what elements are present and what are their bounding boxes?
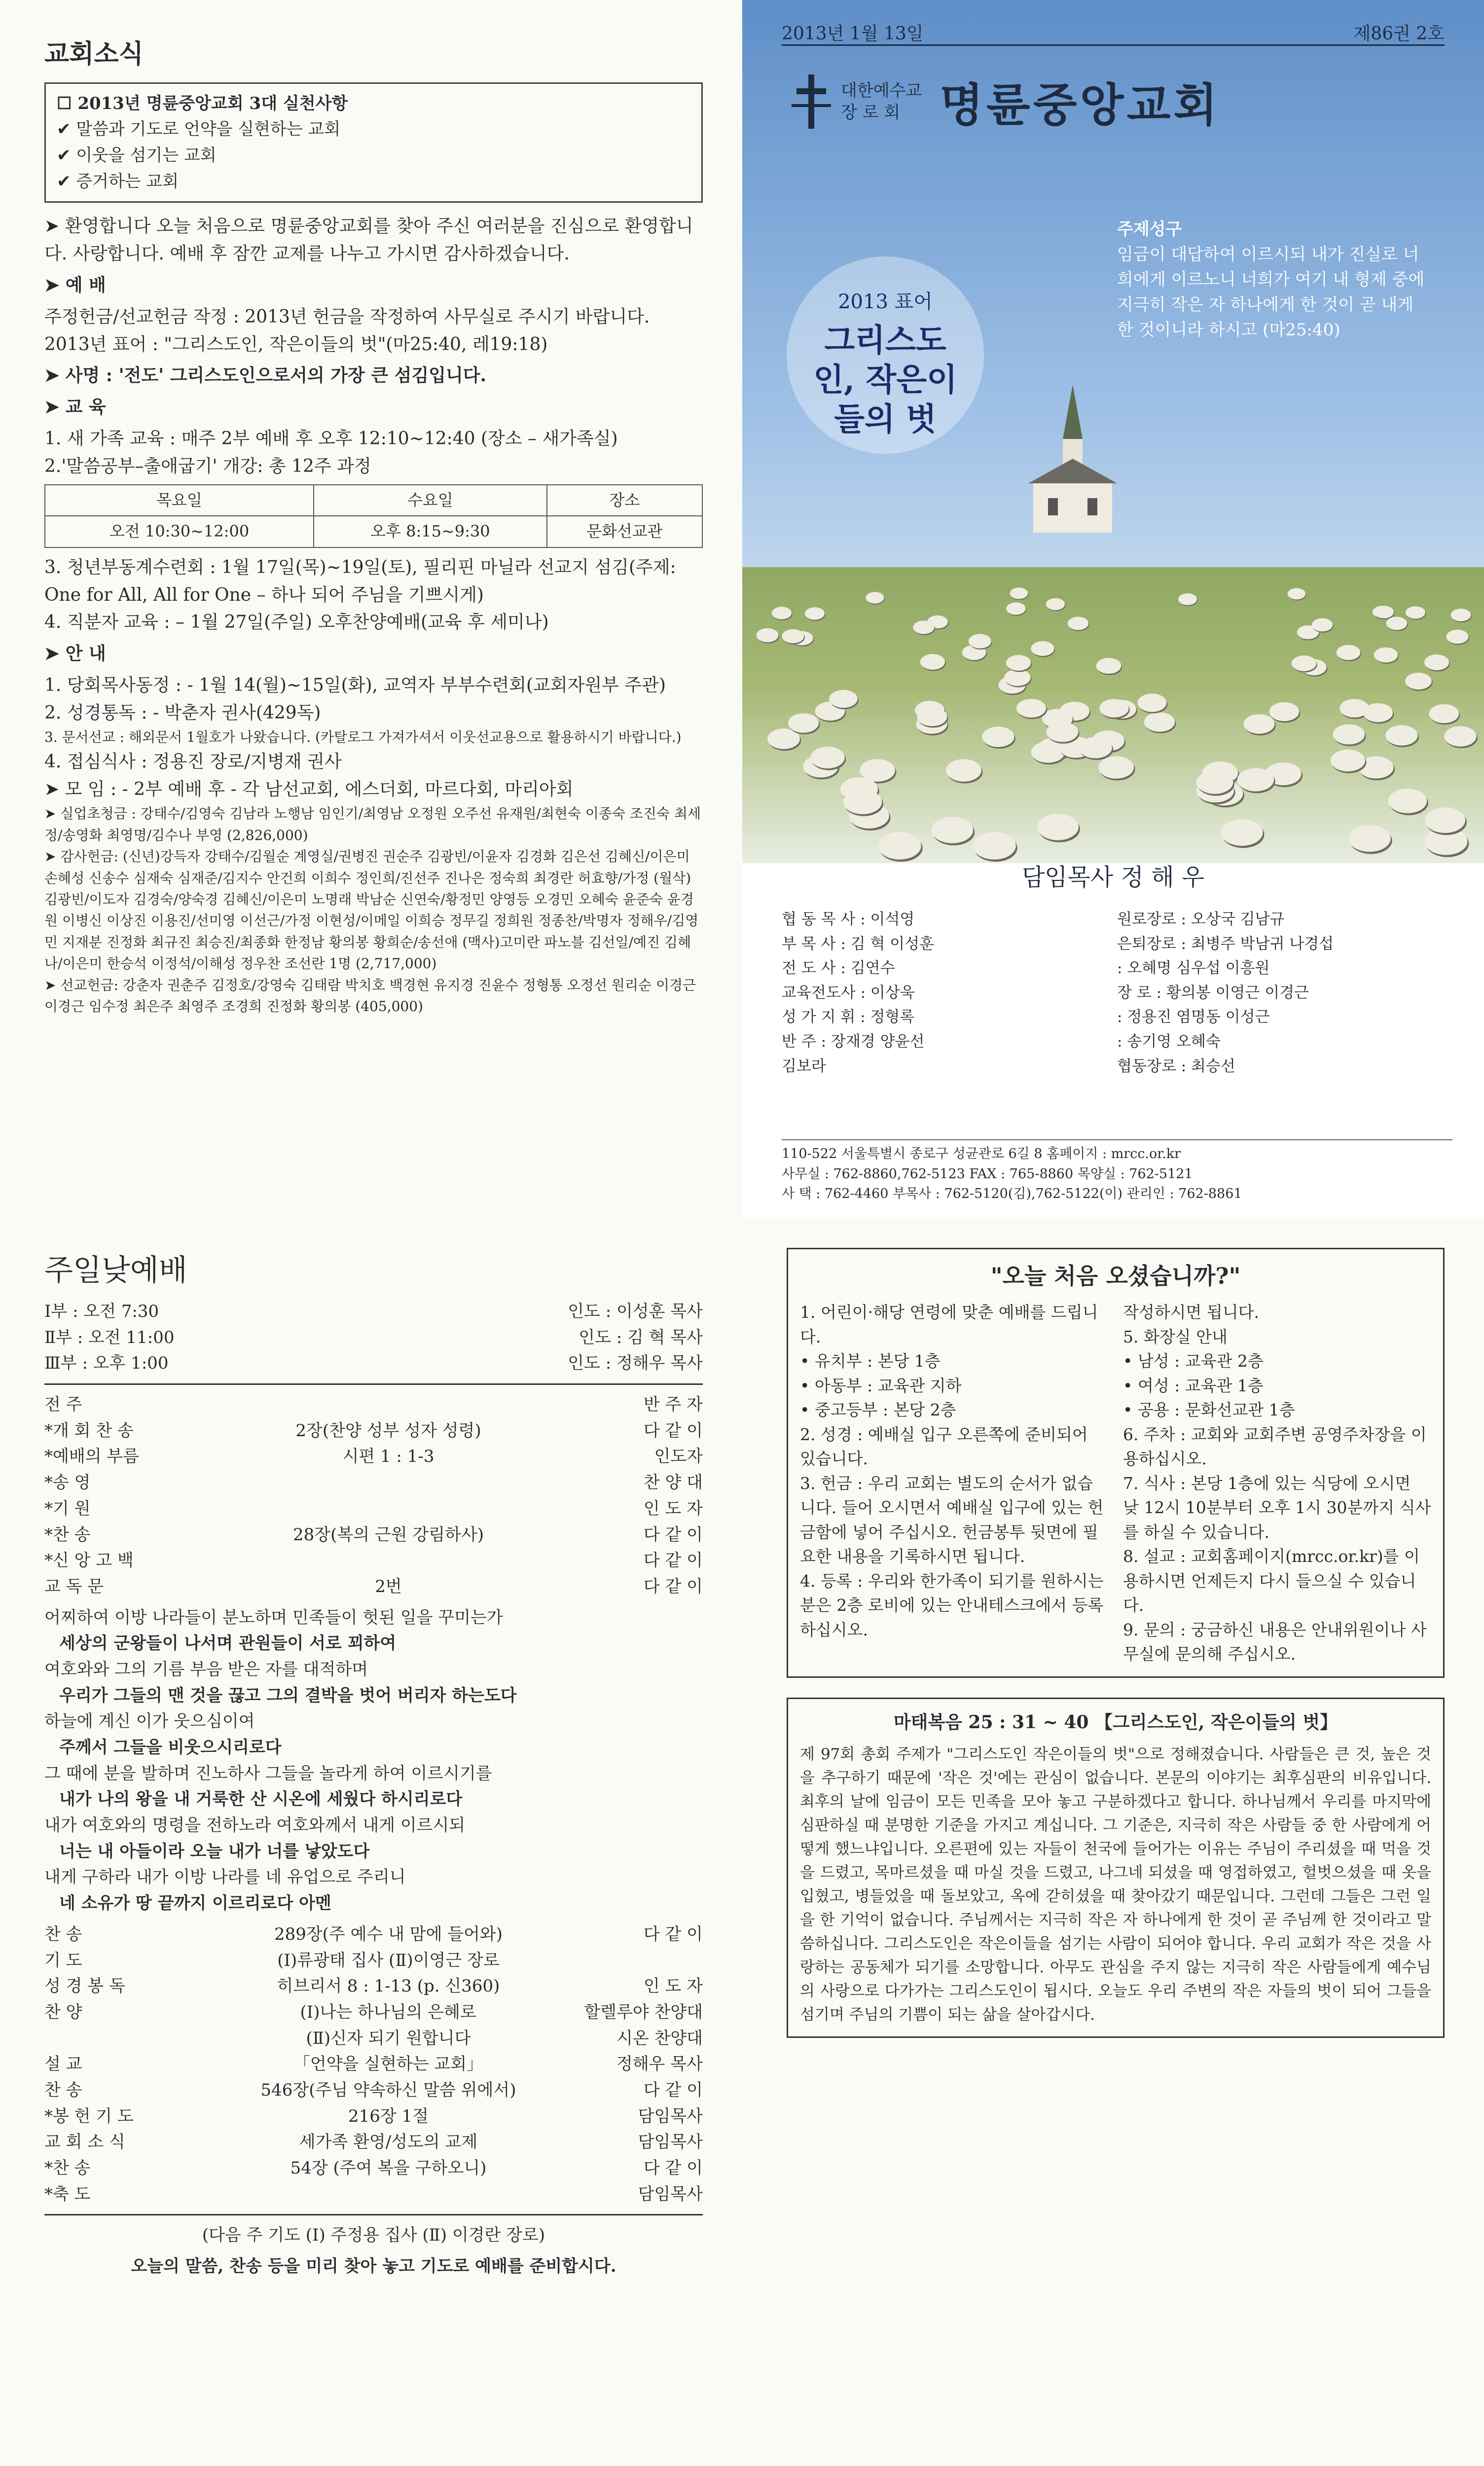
mission-text: ➤ 사명 : '전도' 그리스도인으로서의 가장 큰 섬김입니다. (44, 365, 487, 386)
sheep-image (1348, 825, 1391, 851)
order-item-label: 찬 송 (44, 1924, 82, 1944)
practice-title: ☐ 2013년 명륜중앙교회 3대 실천사항 (57, 93, 348, 113)
order-item-leader: 다 같 이 (643, 1524, 703, 1545)
cover-header-line (782, 20, 1445, 45)
sheep-image (973, 832, 1016, 859)
order-item-leader: 다 같 이 (643, 2158, 703, 2178)
order-item-leader: 인도자 (654, 1447, 703, 1467)
phone-residence: 사 택 : 762-4460 부목사 : 762-5120(김),762-5122(이) 관리인 : 762-8861 (782, 1186, 1242, 1201)
order-row (44, 2051, 703, 2077)
theme-text: 그리스도인, 작은이들의 벗 (813, 322, 957, 438)
sheep-image (772, 607, 792, 619)
first-visit-box (787, 1248, 1445, 1678)
sheep-image (1196, 770, 1233, 794)
order-item-content: 「언약을 실현하는 교회」 (293, 2054, 484, 2074)
order-item-content (192, 1470, 584, 1496)
order-item-leader: 시온 찬양대 (616, 2028, 703, 2048)
reading-line: 세상의 군왕들이 나서며 관원들이 서로 꾀하여 (59, 1633, 397, 1654)
sermon-box (787, 1698, 1445, 2038)
order-item-leader: 다 같 이 (643, 1551, 703, 1571)
order-item-label: 교 독 문 (44, 1576, 104, 1596)
order-item-leader: 인 도 자 (643, 1976, 703, 1996)
order-item-leader: 반 주 자 (643, 1395, 703, 1415)
reading-line: 주께서 그들을 비웃으시리로다 (59, 1738, 282, 1757)
church-building-image (1028, 385, 1117, 533)
welcome-text: ➤ 환영합니다 오늘 처음으로 명륜중앙교회를 찾아 주신 여러분을 진심으로 환영합니다. 사랑합니다. 예배 후 잠깐 교제를 나누고 가시면 감사하겠습니다. (44, 216, 693, 264)
sheep-image (878, 832, 921, 859)
reading-line: 그 때에 분을 발하며 진노하사 그들을 놀라게 하여 이르시기를 (44, 1763, 492, 1783)
sheep-image (1031, 641, 1054, 656)
verse-text: 임금이 대답하여 이르시되 내가 진실로 너희에게 이르노니 너희가 여기 내 형제 중에 지극히 작은 자 하나에게 한 것이 곧 내게 한 것이니라 하시고 (마25:40) (1117, 245, 1425, 340)
order-item-content (192, 1392, 584, 1418)
sheep-image (810, 747, 845, 768)
order-item-content (192, 1496, 584, 1522)
checkbox-icon: ☐ (57, 93, 78, 113)
visitor-info-item: • 중고등부 : 본당 2층 (800, 1400, 956, 1419)
education-item: 3. 청년부동계수련회 : 1월 17일(목)~19일(토), 필리핀 마닐라 선교지 섬김(주제: One for All, All for One – 하나 되어 주님을 기쁘시게) (44, 557, 676, 605)
order-item-leader: 할렐루야 찬양대 (584, 2002, 703, 2022)
order-item-content: 2장(찬양 성부 성자 성령) (295, 1420, 481, 1441)
visitor-info-item: 4. 등록 : 우리와 한가족이 되기를 원하시는 분은 2층 로비에 있는 안내테스크에서 등록하십시오. (800, 1571, 1104, 1639)
sheep-image (1046, 722, 1078, 742)
order-item-label: *신 앙 고 백 (44, 1551, 134, 1571)
service-time-row: Ⅲ부 : 오후 1:00 인도 : 정해우 목사 (44, 1353, 703, 1374)
visitor-info-item: 2. 성경 : 예배실 입구 오른쪽에 준비되어 있습니다. (800, 1424, 1088, 1468)
church-masthead (792, 69, 1220, 134)
service-title: 주일낮예배 (44, 1253, 187, 1288)
info-item: 2. 성경통독 : - 박춘자 권사(429독) (44, 702, 321, 723)
sheep-image (1446, 630, 1468, 644)
order-row (44, 2103, 703, 2130)
church-news-page (0, 0, 742, 1218)
theme-year: 2013 표어 (838, 290, 933, 313)
order-row (44, 1548, 703, 1574)
sermon-summary: 제 97회 총회 주제가 "그리스도인 작은이들의 벗"으로 정해졌습니다. 사람들은 큰 것, 높은 것을 추구하기 때문에 '작은 것'에는 관심이 없습니다. 본문의 이야기는 최후심판의 비유입니다. 최후의 날에 임금이 모든 민족을 모아 놓고 구분하겠다고 합니다. 하나님께서 우리를 마지막에 심판하실 때 분명한 기준을 가지고 계십니다. 그 기준은, 지극히 작은 사람들 중 한 사람에게 어떻게 했느냐입니다. 오른편에 있는 자들이 천국에 들어가는 이유는 주님이 주리셨을 때 먹을 것을 드렸고, 목마르셨을 때 마실 것을 드렸고, 나그네 되셨을 때 영접하였고, 헐벗으셨을 때 옷을 입혔고, 병들었을 때 돌보았고, 옥에 갇히셨을 때 찾아갔기 때문입니다. 그런데 그들은 그런 일을 한 기억이 없습니다. 주님께서는 지극히 작은 자 하나에게 한 것이 곧 주님께 한 것이라고 말씀하십니다. 그리스도인은 작은이들을 섬기는 사람이 되어야 합니다. 우리 교회가 작은 것을 사랑하는 공동체가 되기를 소망합니다. 아무도 관심을 주지 않는 지극히 작은 사람들에게 예수님의 사랑으로 다가가는 그리스도인이 됩시다. 오늘도 우리 주변의 작은 자들의 벗이 되어 그들을 섬기며 주님의 기쁨이 되는 삶을 살아갑시다. (800, 1745, 1431, 2024)
visitor-info-item: • 유치부 : 본당 1층 (800, 1351, 941, 1371)
service-time-row: Ⅰ부 : 오전 7:30 인도 : 이성훈 목사 (44, 1302, 703, 1321)
visitor-info-item: 6. 주차 : 교회와 교회주변 공영주차장을 이용하십시오. (1123, 1424, 1427, 1468)
order-item-content: 289장(주 예수 내 맘에 들어와) (274, 1924, 503, 1944)
divider (44, 1383, 703, 1385)
order-item-leader: 다 같 이 (643, 1420, 703, 1441)
church-name: 명륜중앙교회 (940, 78, 1221, 132)
address: 110-522 서울특별시 종로구 성균관로 6길 8 홈페이지 : mrcc.or.kr (782, 1146, 1181, 1161)
visitor-info-item: 9. 문의 : 궁금하신 내용은 안내위원이나 사무실에 문의해 주십시오. (1123, 1620, 1427, 1664)
practice-item: ✔ 이웃을 섬기는 교회 (57, 145, 217, 165)
visitor-info-item: 8. 설교 : 교회홈페이지(mrcc.or.kr)를 이용하시면 언제든지 다시 들으실 수 있습니다. (1123, 1547, 1420, 1615)
order-item-label: 교 회 소 식 (44, 2132, 125, 2152)
calendar-missions-page (742, 2436, 1484, 2466)
sheep-image (1429, 704, 1459, 723)
visitor-info-item: 작성하시면 됩니다. (1123, 1303, 1260, 1322)
sheep-image (805, 607, 825, 619)
order-item-leader: 담임목사 (638, 2184, 703, 2204)
sunday-service-page (0, 1218, 742, 2436)
sheep-image (1385, 725, 1417, 745)
order-item-leader: 담임목사 (638, 2106, 703, 2126)
sheep-image (1363, 703, 1393, 722)
order-item-label: *개 회 찬 송 (44, 1420, 134, 1441)
reading-line: 네 소유가 땅 끝까지 이르리로다 아멘 (59, 1893, 331, 1914)
visitor-sermon-page (742, 1218, 1484, 2436)
order-item-content: 세가족 환영/성도의 교제 (299, 2132, 478, 2152)
order-item-label: *예배의 부름 (44, 1447, 140, 1467)
order-item-label (44, 2026, 192, 2052)
offering-item: ➤ 실업초청금 : 강태수/김영숙 김남라 노행남 임인기/최영남 오정원 오주선 유재원/최현숙 이종숙 조진숙 최세정/송영화 최영명/김수나 부영 (2,826,000) (44, 805, 701, 843)
order-row (44, 2077, 703, 2103)
order-item-label: *송 영 (44, 1473, 91, 1493)
visitor-info-item: • 아동부 : 교육관 지하 (800, 1376, 962, 1395)
reading-line: 우리가 그들의 맨 것을 끊고 그의 결박을 벗어 버리자 하는도다 (59, 1685, 517, 1705)
order-item-label: *축 도 (44, 2184, 91, 2204)
order-item-content: (Ⅰ)나는 하나님의 은혜로 (300, 2002, 476, 2022)
order-row (44, 1418, 703, 1444)
reading-line: 여호와와 그의 기름 부음 받은 자를 대적하며 (44, 1659, 368, 1679)
order-item-leader: 인 도 자 (643, 1498, 703, 1519)
order-item-leader (584, 1948, 703, 1974)
sheep-image (1144, 712, 1175, 732)
order-item-label: 찬 송 (44, 2080, 82, 2100)
responsive-reading (44, 1605, 703, 1917)
mission-offering: ➤ 선교헌금: 강춘자 권춘주 김정호/강영숙 김태람 박치호 백경현 유지경 진윤수 정형통 오정선 원리순 이경근 이경근 임수정 최은주 최영주 조경희 진정화 황의봉 (405,000) (44, 977, 696, 1015)
visitor-info-item: 1. 어린이·해당 연령에 맞춘 예배를 드립니다. (800, 1303, 1098, 1346)
sheep-image (1099, 699, 1128, 718)
sheep-image (1374, 606, 1394, 618)
education-item: 2.'말씀공부–출애굽기' 개강: 총 12주 과정 (44, 456, 371, 476)
theme-circle (787, 256, 984, 454)
order-item-label: 성 경 봉 독 (44, 1976, 125, 1996)
order-row (44, 1470, 703, 1496)
staff-list-right: 원로장로 : 오상국 김남규 은퇴장로 : 최병주 박남귀 나경섭 : 오혜명 심우섭 이흥원 장 로 : 황의봉 이영근 이경근 : 정용진 염명동 이성근 : 송기영 오혜숙 협동장로 : 최승선 (1117, 910, 1334, 1075)
phone-office: 사무실 : 762-8860,762-5123 FAX : 765-8860 목양실 : 762-5121 (782, 1166, 1193, 1182)
sheep-image (1079, 737, 1112, 759)
education-item: 1. 새 가족 교육 : 매주 2부 예배 후 오후 12:10~12:40 (장소 – 새가족실) (44, 428, 618, 449)
sheep-image (969, 634, 991, 648)
reading-line: 어찌하여 이방 나라들이 분노하며 민족들이 헛된 일을 꾸미는가 (44, 1607, 503, 1628)
sheep-image (946, 759, 981, 782)
first-visit-left (800, 1300, 1108, 1667)
theme-verse-block (1117, 217, 1433, 343)
sheep-image (1425, 807, 1465, 833)
practice-item: ✔ 말씀과 기도로 언약을 실현하는 교회 (57, 119, 341, 140)
issue-number: 제86권 2호 (1353, 24, 1445, 44)
order-item-leader: 다 같 이 (643, 1924, 703, 1944)
sheep-image (1006, 602, 1026, 615)
sheep-image (1006, 655, 1031, 671)
visitor-info-item: • 공용 : 문화선교관 1층 (1123, 1400, 1295, 1419)
order-item-label: 찬 양 (44, 2002, 82, 2022)
sheep-image (1424, 654, 1449, 670)
sheep-image (1221, 819, 1263, 846)
visitor-info-item: 3. 헌금 : 우리 교회는 별도의 순서가 없습니다. 들어 오시면서 예배실 입구에 있는 헌금함에 넣어 주십시오. 헌금봉투 뒷면에 필요한 내용을 기록하시면 됩니다. (800, 1473, 1104, 1566)
sheep-image (788, 713, 819, 733)
thanks-offering: ➤ 감사헌금: (신년)강득자 강태수/김월순 계영실/권병진 권순주 김광빈/이윤자 김경화 김은선 김혜신/이은미 손혜성 신송수 심재숙 심재준/김지수 안건희 이희수 정인희/진선주 진나은 정숙희 최경란 허효향/가정 (월삭)김광빈/이도자 김경숙/양숙경 김혜신/이은미 노명래 박남순 신연숙/황정민 양영등 오경민 오혜숙 윤준숙 윤경원 이병신 이상진 이용진/선미영 이선근/가정 이현성/이메일 이희승 정무길 정희원 정종찬/박명자 정해우/김영민 지재분 진정화 최규진 최승진/최종화 한정남 황의봉 황희순/송선애 (맥사)고미란 파노블 김선일/예진 김혜나/이은미 한승석 이정석/이해성 정우찬 조선란 1명 (2,717,000) (44, 848, 699, 972)
order-item-content: 히브리서 8 : 1-13 (p. 신360) (277, 1976, 500, 1996)
order-item-content: 28장(복의 근원 강림하사) (292, 1524, 484, 1545)
visitor-info-item: • 여성 : 교육관 1층 (1123, 1376, 1264, 1395)
order-item-content: 시편 1 : 1-3 (342, 1447, 434, 1467)
sheep-image (1067, 617, 1088, 630)
senior-pastor: 담임목사 정 해 우 (1021, 864, 1205, 891)
sheep-image (1388, 789, 1427, 813)
order-row (44, 1922, 703, 1948)
worship-note: 주정헌금/선교헌금 작정 : 2013년 헌금을 작정하여 사무실로 주시기 바랍니다. (44, 306, 650, 327)
order-item-leader: 찬 양 대 (643, 1473, 703, 1493)
service-footer: 오늘의 말씀, 찬송 등을 미리 찾아 놓고 기도로 예배를 준비합시다. (131, 2256, 616, 2277)
education-item: 4. 직분자 교육 : – 1월 27일(주일) 오후찬양예배(교육 후 세미나) (44, 612, 549, 633)
next-week-prayer: (다음 주 기도 (Ⅰ) 주정용 집사 (Ⅱ) 이경란 장로) (202, 2225, 545, 2246)
sheep-image (1016, 699, 1046, 718)
sheep-image (1010, 587, 1028, 599)
order-item-leader: 다 같 이 (643, 2080, 703, 2100)
sheep-image (843, 790, 882, 814)
education-heading: ➤ 교 육 (44, 397, 106, 418)
visitor-info-item: 5. 화장실 안내 (1123, 1327, 1228, 1346)
sheep-image (782, 629, 804, 644)
order-row (44, 2026, 703, 2052)
denomination: 대한예수교 장 로 회 (841, 80, 922, 122)
sheep-image (1269, 702, 1300, 721)
sheep-image (1046, 598, 1065, 610)
order-item-label: *봉 헌 기 도 (44, 2106, 134, 2126)
other-services-page (0, 2436, 742, 2466)
order-item-content (192, 2181, 584, 2208)
contact-info (782, 1139, 1452, 1204)
order-row (44, 1522, 703, 1548)
reading-line: 너는 내 아들이라 오늘 내가 너를 낳았도다 (59, 1841, 370, 1861)
order-item-label: 기 도 (44, 1950, 82, 1970)
order-row (44, 1948, 703, 1974)
sheep-image (1374, 647, 1398, 662)
order-item-leader: 정해우 목사 (616, 2054, 703, 2074)
sheep-image (920, 654, 945, 670)
sheep-image (829, 690, 858, 708)
order-row (44, 1444, 703, 1470)
sheep-image (1096, 658, 1122, 674)
first-visit-columns (800, 1300, 1431, 1667)
cover-page (742, 0, 1484, 1218)
education-table: 목요일 수요일 장소 오전 10:30~12:00 오후 8:15~9:30 문화선교관 (44, 484, 703, 548)
order-row (44, 1496, 703, 1522)
order-of-worship (44, 1392, 703, 1600)
sheep-image (917, 707, 947, 726)
sheep-image (1331, 750, 1365, 771)
order-item-leader: 담임목사 (638, 2132, 703, 2152)
order-item-content: (Ⅰ)류광태 집사 (Ⅱ)이영근 장로 (277, 1950, 500, 1970)
meeting-item: ➤ 모 임 : - 2부 예배 후 - 각 남선교회, 에스더회, 마르다회, 마리아회 (44, 779, 574, 799)
order-item-leader: 다 같 이 (643, 1576, 703, 1596)
service-time-row: Ⅱ부 : 오전 11:00 인도 : 김 혁 목사 (44, 1327, 703, 1347)
sheep-image (1004, 669, 1030, 686)
order-row (44, 1574, 703, 1600)
sheep-image (1386, 616, 1407, 630)
staff-list-left: 협 동 목 사 : 이석영 부 목 사 : 김 혁 이성훈 전 도 사 : 김연수 교육전도사 : 이상욱 성 가 지 휘 : 정형록 반 주 : 장재경 양윤선 김보라 (782, 910, 935, 1075)
order-item-label: 설 교 (44, 2054, 82, 2074)
verse-heading: 주제성구 (1117, 219, 1182, 239)
sheep-image (1178, 593, 1197, 605)
order-row (44, 1999, 703, 2026)
order-item-label: *찬 송 (44, 2158, 91, 2178)
sheep-image (1450, 609, 1471, 621)
reading-line: 내가 나의 왕을 내 거룩한 산 시온에 세웠다 하시리로다 (59, 1789, 463, 1810)
reading-line: 내게 구하라 내가 이방 나라를 네 유업으로 주리니 (44, 1867, 406, 1887)
sermon-reference: 마태복음 25 : 31 ~ 40 【그리스도인, 작은이들의 벗】 (893, 1711, 1338, 1733)
sheep-image (1237, 768, 1274, 791)
sheep-image (1291, 655, 1316, 671)
info-item: 1. 당회목사동정 : - 1월 14(월)~15일(화), 교역자 부부수련회(교회자원부 주관) (44, 675, 666, 695)
order-item-label: *기 원 (44, 1498, 91, 1519)
info-item: 3. 문서선교 : 해외문서 1월호가 나왔습니다. (카탈로그 가져가셔서 이웃선교용으로 활용하시기 바랍니다.) (44, 729, 682, 746)
first-visit-title: "오늘 처음 오셨습니까?" (990, 1263, 1241, 1289)
divider (44, 2214, 703, 2215)
order-row (44, 2181, 703, 2208)
sheep-image (1243, 714, 1274, 734)
order-item-content: 54장 (주여 복을 구하오니) (290, 2158, 487, 2178)
sheep-image (1312, 618, 1333, 631)
worship-heading: ➤ 예 배 (44, 274, 106, 295)
practice-box (44, 82, 703, 203)
sheep-image (1444, 726, 1476, 747)
order-item-label: 전 주 (44, 1395, 82, 1415)
order-row (44, 1392, 703, 1418)
sheep-image (1406, 606, 1425, 618)
order-item-content (192, 1548, 584, 1574)
sheep-image (757, 628, 779, 643)
visitor-info-item: 7. 식사 : 본당 1층에 있는 식당에 오시면 낮 12시 10분부터 오후 1시 30분까지 식사를 하실 수 있습니다. (1123, 1473, 1431, 1542)
reading-line: 하늘에 계신 이가 웃으심이여 (44, 1711, 255, 1732)
motto-text: 2013년 표어 : "그리스도인, 작은이들의 벗"(마25:40, 레19:18) (44, 334, 548, 355)
first-visit-right (1123, 1300, 1431, 1667)
info-heading: ➤ 안 내 (44, 643, 106, 664)
order-item-content: (Ⅱ)신자 되기 원합니다 (306, 2028, 471, 2048)
order-item-content: 216장 1절 (348, 2106, 429, 2126)
practice-item: ✔ 증거하는 교회 (57, 171, 179, 191)
cover-rule (782, 44, 1445, 46)
news-title: 교회소식 (44, 39, 144, 69)
order-item-content: 546장(주님 약속하신 말씀 위에서) (260, 2080, 516, 2100)
visitor-info-item: • 남성 : 교육관 2층 (1123, 1351, 1264, 1371)
sheep-image (1333, 725, 1365, 745)
order-row (44, 1973, 703, 1999)
order-item-label: *찬 송 (44, 1524, 91, 1545)
order-row (44, 2129, 703, 2155)
order-item-content: 2번 (375, 1576, 402, 1596)
order-row (44, 2155, 703, 2181)
order-of-worship-2 (44, 1922, 703, 2208)
reading-line: 내가 여호와의 명령을 전하노라 여호와께서 내게 이르시되 (44, 1815, 466, 1836)
info-item: 4. 접심식사 : 정용진 장로/지병재 권사 (44, 751, 342, 772)
issue-date: 2013년 1월 13일 (782, 24, 924, 44)
cross-logo-icon (792, 74, 831, 129)
sheep-image (1288, 588, 1306, 599)
sheep-image (931, 817, 973, 843)
